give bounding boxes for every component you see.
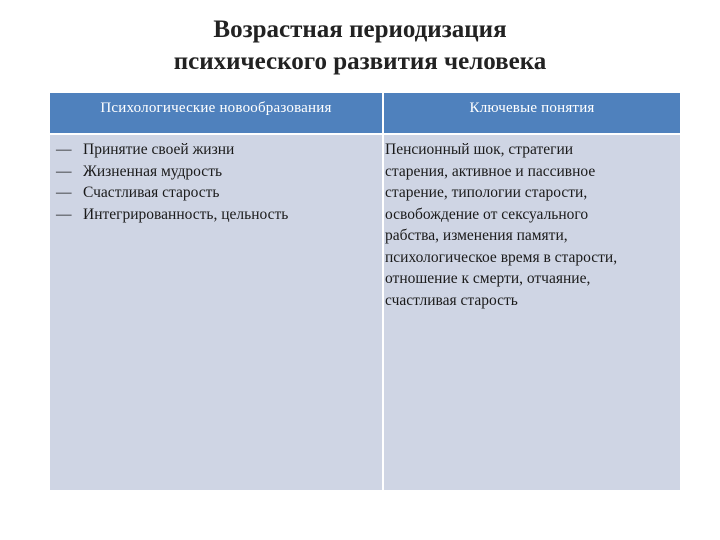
dash-marker: —	[56, 141, 72, 158]
key-concepts-line: отношение к смерти, отчаяние,	[385, 270, 591, 287]
key-concepts-text	[385, 139, 677, 311]
list-item-text: Счастливая старость	[83, 184, 220, 201]
key-concepts-line: счастливая старость	[385, 291, 518, 309]
slide-title	[0, 14, 720, 78]
key-concepts-line: психологическое время в старости,	[385, 248, 618, 266]
dash-marker: —	[56, 162, 72, 180]
table-header	[50, 93, 680, 133]
list-item-text: Принятие своей жизни	[83, 141, 235, 158]
dash-marker: —	[56, 205, 72, 223]
dash-marker: —	[56, 184, 72, 201]
list-item-text: Интегрированность, цельность	[83, 205, 289, 223]
list-item	[56, 139, 288, 161]
header-divider	[50, 133, 680, 135]
list-item	[56, 161, 288, 183]
content-table	[50, 93, 680, 490]
title-line-1: Возрастная периодизация	[213, 16, 507, 43]
key-concepts-line: Пенсионный шок, стратегии	[385, 141, 574, 158]
neoformations-list	[56, 139, 288, 225]
header-cell-key-concepts: Ключевые понятия	[469, 100, 595, 116]
key-concepts-line: рабства, изменения памяти,	[385, 227, 568, 244]
title-line-2: психического развития человека	[173, 48, 547, 75]
key-concepts-line: старения, активное и пассивное	[385, 162, 596, 180]
list-item	[56, 204, 288, 226]
list-item	[56, 182, 288, 204]
list-item-text: Жизненная мудрость	[83, 162, 223, 180]
key-concepts-line: старение, типологии старости,	[385, 184, 588, 201]
key-concepts-line: освобождение от сексуального	[385, 205, 589, 223]
column-divider	[382, 93, 384, 490]
header-cell-neoformations: Психологические новообразования	[100, 100, 332, 116]
